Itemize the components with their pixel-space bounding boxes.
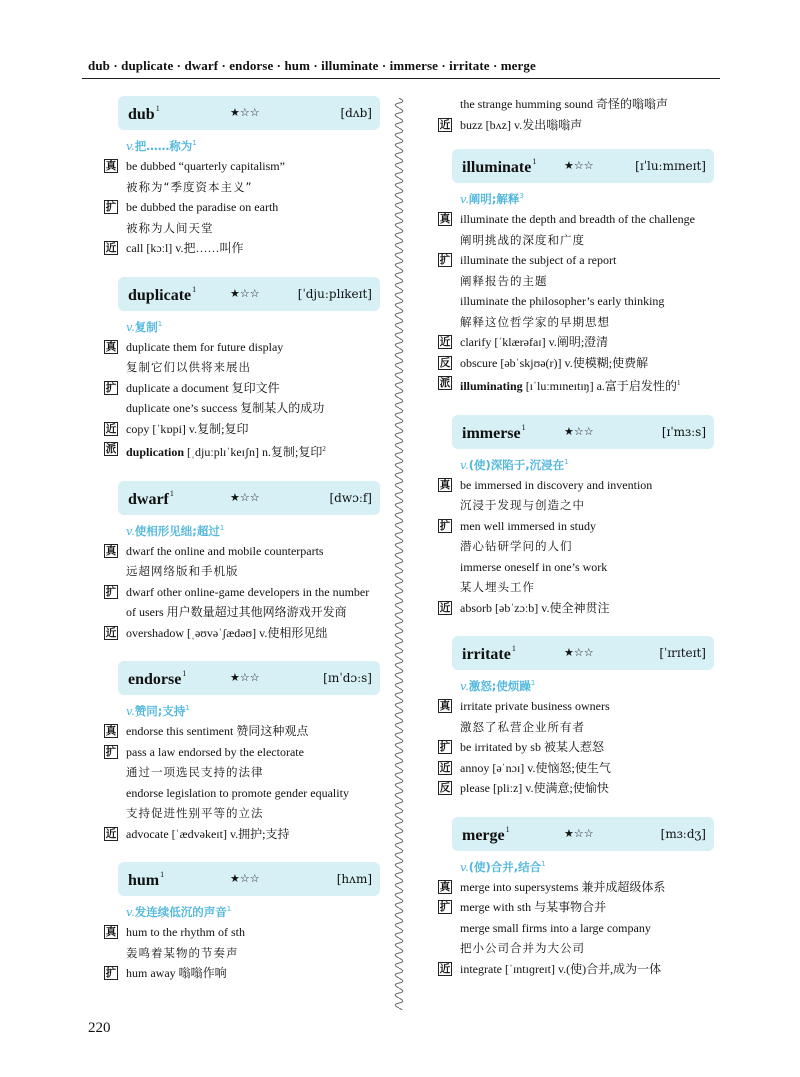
entry-line — [104, 378, 386, 399]
pos-definition: 把……称为 — [134, 139, 193, 153]
entry-line — [438, 230, 728, 251]
headword-superscript: 1 — [521, 422, 526, 432]
entry-line — [104, 419, 386, 440]
line-text: immerse oneself in one’s work — [460, 559, 608, 574]
line-tag: 扩 — [439, 741, 451, 753]
right-column — [438, 96, 728, 997]
line-text: duplicate them for future display — [126, 339, 284, 354]
line-text: advocate [ˈædvəkeɪt] v.拥护;支持 — [126, 826, 290, 841]
pos-superscript: 1 — [219, 523, 225, 532]
headword — [128, 489, 174, 509]
part-of-speech — [126, 904, 386, 920]
column-divider — [392, 98, 406, 1010]
headword — [462, 157, 536, 177]
phonetic: [hʌm] — [336, 872, 372, 886]
line-text: 被称为“季度资本主义” — [126, 179, 253, 194]
headword-text: endorse — [128, 671, 182, 688]
star-rating: ★☆☆ — [230, 106, 260, 119]
entry — [104, 277, 386, 463]
phonetic: [ɪnˈdɔːs] — [323, 671, 372, 685]
line-tag: 真 — [439, 880, 451, 893]
line-text: 激怒了私营企业所有者 — [460, 719, 585, 734]
headword-bar — [452, 817, 714, 851]
entry-line — [104, 218, 386, 239]
line-tag: 派 — [439, 377, 451, 389]
line-text: obscure [əbˈskjʊə(r)] v.使模糊;使费解 — [460, 355, 649, 370]
line-tag: 扩 — [105, 585, 117, 598]
line-text: 阐明挑战的深度和广度 — [460, 232, 585, 247]
pos-definition: 发连续低沉的声音 — [134, 905, 227, 919]
line-superscript: 1 — [676, 379, 681, 387]
headword-text: dub — [128, 106, 155, 123]
line-tag: 真 — [105, 544, 117, 557]
star-rating: ★☆☆ — [230, 286, 260, 300]
headword-superscript: 1 — [160, 870, 165, 879]
headword-superscript: 1 — [182, 669, 187, 678]
line-text: clarify [ˈklærəfaɪ] v.阐明;澄清 — [460, 335, 609, 349]
entry-line — [104, 721, 386, 742]
phonetic: [ɪˈluːmɪneɪt] — [635, 159, 706, 173]
star-rating: ★☆☆ — [564, 159, 594, 172]
entry — [104, 96, 386, 259]
line-text: 潜心钻研学问的人们 — [460, 539, 573, 553]
entry-line — [438, 737, 728, 758]
entry-line — [438, 475, 728, 496]
entry-line — [438, 877, 728, 898]
line-text: illuminate the subject of a report — [460, 253, 617, 267]
pos-superscript: 1 — [226, 905, 232, 914]
phonetic: [mɜːdʒ] — [660, 826, 706, 841]
entry-line — [438, 897, 728, 918]
entry — [438, 636, 728, 799]
entry-line — [104, 783, 386, 804]
line-text: integrate [ˈɪntɪɡreɪt] v.(使)合并,成为一体 — [460, 961, 662, 976]
line-tag: 近 — [439, 962, 451, 975]
line-text: please [pliːz] v.使满意;使愉快 — [460, 781, 609, 795]
line-text: call [kɔːl] v.把……叫作 — [126, 241, 244, 255]
headword — [128, 669, 186, 689]
line-text: be dubbed the paradise on earth — [126, 200, 279, 214]
line-tag: 扩 — [439, 254, 451, 266]
part-of-speech — [460, 191, 728, 207]
derived-word: illuminating — [460, 379, 523, 393]
phonetic: [dwɔːf] — [329, 490, 372, 505]
pos-abbr: v. — [126, 905, 135, 919]
pos-definition: 激怒;使烦躁 — [468, 679, 531, 693]
header-rule — [82, 78, 720, 79]
line-text: 轰鸣着某物的节奏声 — [126, 945, 239, 960]
pos-definition: 复制 — [134, 319, 158, 334]
line-tag: 反 — [439, 356, 451, 369]
phonetic: [ˈdjuːplɪkeɪt] — [297, 286, 372, 301]
entry-line — [104, 238, 386, 259]
line-tag: 扩 — [439, 901, 451, 913]
part-of-speech — [460, 678, 728, 694]
headword-bar — [118, 862, 380, 896]
line-tag: 真 — [105, 160, 117, 172]
line-text: [ɪˈluːmɪneɪtɪŋ] a.富于启发性的 — [522, 379, 677, 393]
entry-line — [104, 439, 386, 463]
headword-bar — [118, 481, 380, 515]
pos-abbr: v. — [126, 319, 135, 334]
headword — [128, 870, 164, 890]
pos-abbr: v. — [460, 192, 469, 206]
line-tag: 近 — [439, 336, 451, 348]
line-text: irritate private business owners — [460, 699, 610, 713]
line-tag: 扩 — [105, 381, 117, 394]
star-rating: ★☆☆ — [230, 490, 260, 504]
entry-line — [104, 197, 386, 218]
entry-line — [438, 557, 728, 578]
pos-superscript: 1 — [541, 859, 546, 868]
line-tag: 近 — [105, 242, 117, 254]
entry-line — [104, 943, 386, 964]
pos-superscript: 3 — [519, 192, 524, 201]
line-text: hum to the rhythm of sth — [126, 925, 245, 939]
entry-line — [438, 758, 728, 779]
phonetic: [dʌb] — [340, 106, 372, 120]
line-tag: 扩 — [105, 745, 117, 758]
line-text: 某人埋头工作 — [460, 580, 535, 594]
line-text: pass a law endorsed by the electorate — [126, 744, 304, 759]
entry-line — [438, 209, 728, 230]
line-text: dwarf the online and mobile counterparts — [126, 543, 324, 558]
line-text: 通过一项选民支持的法律 — [126, 765, 264, 779]
entry-line — [438, 373, 728, 397]
line-superscript: 2 — [322, 445, 326, 453]
line-text: merge into supersystems 兼并成超级体系 — [460, 879, 666, 894]
line-text: 远超网络版和手机版 — [126, 564, 239, 578]
pos-superscript: 1 — [192, 139, 197, 148]
entry-line — [438, 696, 728, 717]
line-text: [ˌdjuːplɪˈkeɪʃn] n.复制;复印 — [184, 445, 323, 459]
headword-text: merge — [462, 826, 505, 844]
line-text: overshadow [ˌəʊvəˈʃædəʊ] v.使相形见绌 — [126, 625, 328, 640]
headword-superscript: 1 — [192, 284, 197, 294]
phonetic: [ˈɪrɪteɪt] — [659, 646, 706, 660]
entry-line — [104, 803, 386, 824]
entry-line — [438, 598, 728, 619]
line-tag: 近 — [105, 422, 117, 435]
headword-bar — [452, 149, 714, 183]
line-text: copy [ˈkɒpi] v.复制;复印 — [126, 421, 249, 436]
line-text: 复制它们以供将来展出 — [126, 360, 251, 374]
entry-line — [104, 623, 386, 644]
entry-line — [438, 332, 728, 353]
entry-line — [438, 291, 728, 312]
headword-text: hum — [128, 872, 160, 889]
entry-line — [104, 398, 386, 419]
entry-line — [104, 762, 386, 783]
entry — [438, 415, 728, 619]
part-of-speech — [460, 457, 728, 473]
line-text: 沉浸于发现与创造之中 — [460, 498, 585, 512]
pos-definition: (使)深陷于,沉浸在 — [468, 457, 565, 472]
entry-line — [438, 938, 728, 959]
pos-abbr: v. — [460, 859, 469, 874]
entry-line — [438, 250, 728, 271]
line-text: merge small firms into a large company — [460, 920, 651, 935]
pos-definition: 阐明;解释 — [468, 192, 520, 206]
line-text: men well immersed in study — [460, 518, 596, 533]
headword-text: immerse — [462, 424, 521, 442]
line-text: hum away 嗡嗡作响 — [126, 966, 227, 980]
headword-text: irritate — [462, 646, 511, 663]
entry-line — [104, 541, 386, 562]
line-tag: 近 — [105, 827, 117, 840]
star-rating: ★☆☆ — [230, 872, 260, 885]
line-tag: 扩 — [439, 519, 451, 532]
entry — [104, 661, 386, 844]
entry-line — [104, 156, 386, 177]
headword-superscript: 1 — [511, 644, 516, 653]
running-header: dub · duplicate · dwarf · endorse · hum · illuminate · immerse · irritate · merge — [88, 58, 536, 73]
line-text: illuminate the depth and breadth of the challenge — [460, 212, 695, 226]
entry-line — [438, 271, 728, 292]
line-text: dwarf other online-game developers in the number — [126, 584, 370, 599]
headword-text: dwarf — [128, 490, 169, 508]
headword-superscript: 1 — [505, 824, 510, 834]
line-tag: 近 — [105, 626, 117, 639]
page-number: 220 — [88, 1020, 111, 1036]
phonetic: [ɪˈmɜːs] — [661, 424, 706, 439]
entry-line — [104, 357, 386, 378]
headword — [128, 104, 160, 124]
part-of-speech — [126, 138, 386, 154]
line-text: duplicate one’s success 复制某人的成功 — [126, 401, 325, 415]
entry-line — [438, 353, 728, 374]
headword-bar — [452, 636, 714, 670]
headword-bar — [118, 277, 380, 311]
entry — [438, 817, 728, 980]
line-text: buzz [bʌz] v.发出嗡嗡声 — [460, 117, 583, 132]
pos-superscript: 1 — [157, 319, 163, 328]
star-rating: ★☆☆ — [564, 826, 594, 840]
line-tag: 近 — [439, 761, 451, 774]
pos-abbr: v. — [126, 523, 135, 538]
entry-line — [104, 177, 386, 198]
entry-line — [104, 922, 386, 943]
entry-line — [438, 94, 728, 115]
line-text: endorse legislation to promote gender equality — [126, 785, 349, 800]
headword — [128, 285, 196, 305]
headword-superscript: 1 — [155, 104, 160, 113]
entry — [104, 481, 386, 644]
part-of-speech — [126, 523, 386, 539]
star-rating: ★☆☆ — [564, 424, 594, 438]
entry-line — [438, 778, 728, 799]
line-tag: 近 — [439, 118, 451, 131]
pos-superscript: 1 — [185, 704, 190, 713]
part-of-speech — [460, 859, 728, 875]
line-tag: 反 — [439, 782, 451, 794]
pos-abbr: v. — [460, 457, 469, 472]
entry — [438, 149, 728, 397]
line-text: 支持促进性别平等的立法 — [126, 806, 264, 820]
line-tag: 真 — [439, 700, 451, 712]
headword-text: duplicate — [128, 286, 192, 304]
pos-abbr: v. — [126, 139, 135, 153]
entry-line — [438, 495, 728, 516]
line-text: duplicate a document 复印文件 — [126, 380, 280, 395]
headword — [462, 825, 510, 845]
part-of-speech — [126, 703, 386, 719]
line-tag: 真 — [439, 213, 451, 225]
entry-line — [104, 337, 386, 358]
pos-superscript: 1 — [564, 457, 569, 466]
line-tag: 扩 — [105, 967, 117, 979]
entry — [104, 862, 386, 984]
entry-line — [438, 536, 728, 557]
line-text: endorse this sentiment 赞同这种观点 — [126, 724, 309, 738]
line-text: the strange humming sound 奇怪的嗡嗡声 — [460, 97, 668, 111]
entry-line — [438, 312, 728, 333]
star-rating: ★☆☆ — [230, 671, 260, 684]
pos-superscript: 1 — [530, 679, 536, 688]
entry-line — [104, 602, 386, 623]
pos-definition: (使)合并,结合 — [468, 859, 542, 874]
headword — [462, 644, 516, 664]
headword — [462, 423, 526, 443]
line-text: 阐释报告的主题 — [460, 273, 548, 288]
line-text: 把小公司合并为大公司 — [460, 941, 585, 955]
entry-continuation — [438, 94, 728, 135]
line-tag: 真 — [105, 926, 117, 938]
entry-line — [438, 577, 728, 598]
headword-bar — [452, 415, 714, 449]
entry-line — [438, 516, 728, 537]
pos-definition: 使相形见绌;超过 — [134, 523, 220, 538]
pos-definition: 赞同;支持 — [134, 704, 186, 718]
line-tag: 扩 — [105, 201, 117, 213]
line-text: be dubbed “quarterly capitalism” — [126, 159, 285, 173]
entry-line — [438, 717, 728, 738]
line-tag: 派 — [105, 443, 117, 455]
line-tag: 真 — [105, 340, 117, 353]
line-text: merge with sth 与某事物合并 — [460, 900, 607, 914]
headword-bar — [118, 96, 380, 130]
entry-line — [104, 824, 386, 845]
headword-bar — [118, 661, 380, 695]
line-text: absorb [əbˈzɔːb] v.使全神贯注 — [460, 600, 610, 615]
line-text: annoy [əˈnɔɪ] v.使恼怒;使生气 — [460, 760, 611, 775]
pos-abbr: v. — [126, 704, 135, 718]
line-tag: 近 — [439, 601, 451, 614]
line-text: 被称为人间天堂 — [126, 220, 214, 235]
entry-line — [438, 918, 728, 939]
star-rating: ★☆☆ — [564, 646, 594, 659]
entry-line — [104, 963, 386, 984]
left-column — [104, 96, 386, 1002]
pos-abbr: v. — [460, 679, 469, 693]
line-text: be immersed in discovery and invention — [460, 477, 653, 492]
line-text: be irritated by sb 被某人惹怒 — [460, 740, 604, 754]
entry-line — [438, 959, 728, 980]
headword-text: illuminate — [462, 159, 532, 176]
entry-line — [104, 561, 386, 582]
part-of-speech — [126, 319, 386, 335]
entry-line — [104, 742, 386, 763]
derived-word: duplication — [126, 445, 185, 459]
headword-superscript: 1 — [532, 157, 537, 166]
line-text: illuminate the philosopher’s early thinking — [460, 294, 665, 308]
headword-superscript: 1 — [169, 488, 174, 498]
line-text: 解释这位哲学家的早期思想 — [460, 314, 610, 329]
entry-line — [438, 115, 728, 136]
line-tag: 真 — [105, 725, 117, 737]
line-text: of users 用户数量超过其他网络游戏开发商 — [126, 605, 347, 619]
entry-line — [104, 582, 386, 603]
line-tag: 真 — [439, 478, 451, 491]
